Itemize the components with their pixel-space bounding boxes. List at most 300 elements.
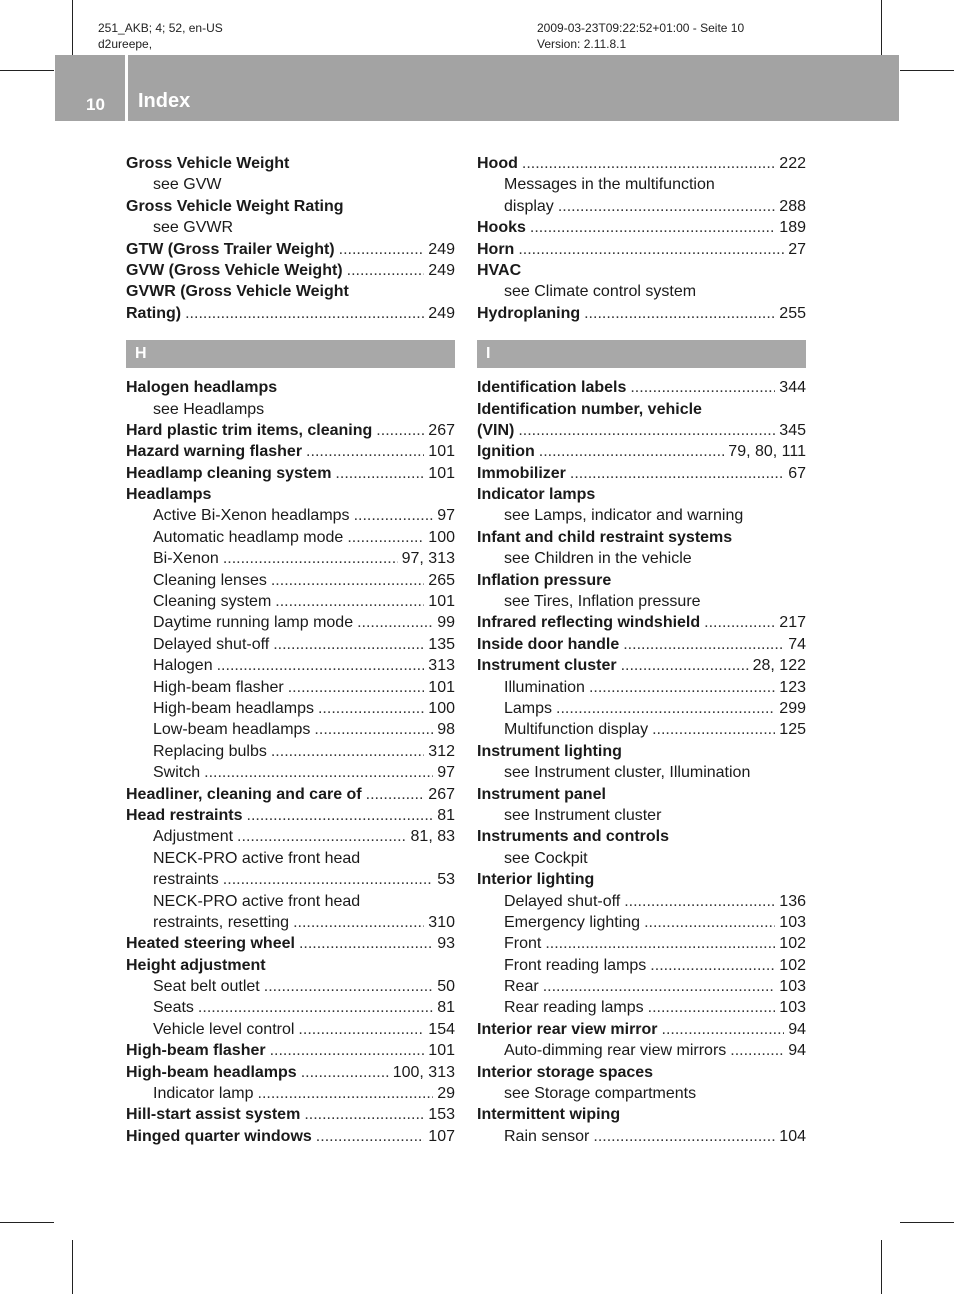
dot-leader xyxy=(730,1040,784,1061)
entry-term: Headlamp cleaning system xyxy=(126,464,332,482)
index-subentry xyxy=(477,505,806,526)
entry-term: Seats xyxy=(153,999,194,1017)
crop-mark xyxy=(881,1240,882,1294)
entry-term: Halogen headlamps xyxy=(126,379,278,397)
entry-term: Halogen xyxy=(153,657,213,675)
index-entry xyxy=(126,281,455,302)
meta-line: 2009-03-23T09:22:52+01:00 - Seite 10 xyxy=(537,21,745,35)
page-ref: 98 xyxy=(437,721,455,739)
index-entry xyxy=(477,441,806,462)
crop-mark xyxy=(881,0,882,56)
index-entry xyxy=(126,153,455,174)
entry-term: Rain sensor xyxy=(504,1127,590,1145)
index-subentry xyxy=(126,719,455,740)
dot-leader xyxy=(530,217,775,238)
page-ref: 103 xyxy=(779,913,806,931)
index-entry xyxy=(477,484,806,505)
dot-leader xyxy=(621,655,749,676)
index-subentry xyxy=(126,1019,455,1040)
entry-term: see Cockpit xyxy=(504,849,588,867)
entry-term: Rear xyxy=(504,978,539,996)
entry-term: see GVW xyxy=(153,176,222,194)
entry-term: Interior storage spaces xyxy=(477,1063,654,1081)
dot-leader xyxy=(204,762,433,783)
entry-term: Instrument cluster xyxy=(477,657,617,675)
index-entry xyxy=(477,655,806,676)
index-entry xyxy=(477,377,806,398)
page-ref: 101 xyxy=(428,464,455,482)
dot-leader xyxy=(556,698,775,719)
index-subentry xyxy=(126,505,455,526)
dot-leader xyxy=(301,1062,389,1083)
index-entry xyxy=(477,153,806,174)
dot-leader xyxy=(539,441,725,462)
index-entry xyxy=(477,420,806,441)
index-entry xyxy=(126,955,455,976)
index-entry xyxy=(477,784,806,805)
section-header: I xyxy=(477,340,806,368)
page-ref: 104 xyxy=(779,1127,806,1145)
dot-leader xyxy=(347,260,425,281)
page-ref: 29 xyxy=(437,1085,455,1103)
index-subentry xyxy=(477,281,806,302)
crop-mark xyxy=(900,70,954,71)
page-ref: 53 xyxy=(437,871,455,889)
entry-term: Heated steering wheel xyxy=(126,935,295,953)
page-ref: 222 xyxy=(779,155,806,172)
entry-term: Emergency lighting xyxy=(504,913,641,931)
entry-term: Cleaning system xyxy=(153,593,272,611)
entry-term: Delayed shut-off xyxy=(504,892,621,910)
index-subentry xyxy=(126,912,455,933)
index-entry xyxy=(477,260,806,281)
entry-term: Indicator lamps xyxy=(477,486,596,504)
entry-term: Headliner, cleaning and care of xyxy=(126,785,362,803)
dot-leader xyxy=(558,196,775,217)
page-ref: 265 xyxy=(428,571,455,589)
entry-term: Messages in the multifunction xyxy=(504,176,715,194)
page-ref: 189 xyxy=(779,219,806,237)
dot-leader xyxy=(314,719,433,740)
index-entry xyxy=(477,1062,806,1083)
index-subentry xyxy=(126,634,455,655)
entry-term: Daytime running lamp mode xyxy=(153,614,354,632)
dot-leader xyxy=(589,677,775,698)
entry-term: Hill-start assist system xyxy=(126,1106,301,1124)
entry-term: NECK-PRO active front head xyxy=(153,849,361,867)
index-entry xyxy=(477,741,806,762)
entry-term: Rating) xyxy=(126,304,182,322)
dot-leader xyxy=(570,463,784,484)
crop-mark xyxy=(0,1222,54,1223)
dot-leader xyxy=(299,933,433,954)
dot-leader xyxy=(258,1083,434,1104)
entry-term: see Headlamps xyxy=(153,400,265,418)
index-subentry xyxy=(477,719,806,740)
index-subentry xyxy=(477,174,806,195)
page-ref: 102 xyxy=(779,956,806,974)
meta-line: 251_AKB; 4; 52, en-US xyxy=(98,21,223,35)
page-number: 10 xyxy=(86,95,105,114)
entry-term: (VIN) xyxy=(477,421,515,439)
page-ref: 217 xyxy=(779,614,806,632)
index-entry xyxy=(477,634,806,655)
crop-mark xyxy=(0,70,54,71)
crop-mark xyxy=(72,1240,73,1294)
entry-term: Identification number, vehicle xyxy=(477,400,702,418)
page-ref: 81 xyxy=(437,999,455,1017)
dot-leader xyxy=(316,1126,425,1147)
page-ref: 312 xyxy=(428,742,455,760)
index-entry xyxy=(126,484,455,505)
index-entry xyxy=(126,260,455,281)
page-ref: 103 xyxy=(779,978,806,996)
entry-term: Inside door handle xyxy=(477,635,620,653)
dot-leader xyxy=(185,303,424,324)
page-ref: 136 xyxy=(779,892,806,910)
index-subentry xyxy=(477,1083,806,1104)
dot-leader xyxy=(298,1019,424,1040)
dot-leader xyxy=(293,912,424,933)
entry-term: Active Bi-Xenon headlamps xyxy=(153,507,350,525)
entry-term: Indicator lamp xyxy=(153,1085,254,1103)
entry-term: Height adjustment xyxy=(126,956,266,974)
index-entry xyxy=(126,196,455,217)
page-ref: 97 xyxy=(437,507,455,525)
page-ref: 94 xyxy=(788,1042,806,1060)
page-ref: 93 xyxy=(437,935,455,953)
dot-leader xyxy=(237,826,406,847)
index-subentry xyxy=(126,591,455,612)
page-ref: 101 xyxy=(428,1042,455,1060)
dot-leader xyxy=(545,933,775,954)
entry-term: High-beam flasher xyxy=(153,678,284,696)
entry-term: Gross Vehicle Weight xyxy=(126,155,290,172)
index-subentry xyxy=(126,612,455,633)
index-entry xyxy=(126,805,455,826)
dot-leader xyxy=(366,784,425,805)
entry-term: Gross Vehicle Weight Rating xyxy=(126,197,344,215)
entry-term: Horn xyxy=(477,240,515,258)
page-ref: 255 xyxy=(779,304,806,322)
entry-term: see Storage compartments xyxy=(504,1085,697,1103)
index-subentry xyxy=(477,548,806,569)
entry-term: Inflation pressure xyxy=(477,571,612,589)
entry-term: Delayed shut-off xyxy=(153,635,270,653)
meta-line: d2ureepe, xyxy=(98,37,153,51)
entry-term: Ignition xyxy=(477,443,535,461)
index-subentry xyxy=(126,891,455,912)
index-column-left xyxy=(126,153,455,1147)
entry-term: Hazard warning flasher xyxy=(126,443,303,461)
dot-leader xyxy=(593,1126,775,1147)
index-subentry xyxy=(126,997,455,1018)
page-ref: 288 xyxy=(779,197,806,215)
index-subentry xyxy=(126,698,455,719)
dot-leader xyxy=(522,153,775,174)
page-ref: 101 xyxy=(428,678,455,696)
entry-term: Low-beam headlamps xyxy=(153,721,311,739)
page-ref: 81, 83 xyxy=(410,828,455,846)
page-ref: 299 xyxy=(779,699,806,717)
index-entry xyxy=(126,1062,455,1083)
page-ref: 97 xyxy=(437,764,455,782)
index-entry xyxy=(477,570,806,591)
crop-mark xyxy=(900,1222,954,1223)
entry-term: Cleaning lenses xyxy=(153,571,267,589)
index-subentry xyxy=(477,1126,806,1147)
page-ref: 249 xyxy=(428,304,455,322)
dot-leader xyxy=(275,591,424,612)
page-ref: 153 xyxy=(428,1106,455,1124)
index-subentry xyxy=(477,912,806,933)
dot-leader xyxy=(704,612,775,633)
index-subentry xyxy=(477,1040,806,1061)
index-entry xyxy=(477,527,806,548)
crop-mark xyxy=(72,0,73,56)
dot-leader xyxy=(306,441,424,462)
page-ref: 81 xyxy=(437,806,455,824)
index-entry xyxy=(126,784,455,805)
entry-term: Rear reading lamps xyxy=(504,999,644,1017)
page-ref: 345 xyxy=(779,421,806,439)
dot-leader xyxy=(304,1104,424,1125)
page-ref: 100 xyxy=(428,528,455,546)
index-entry xyxy=(126,441,455,462)
index-subentry xyxy=(126,677,455,698)
entry-term: Identification labels xyxy=(477,379,627,397)
dot-leader xyxy=(288,677,425,698)
dot-leader xyxy=(652,719,775,740)
dot-leader xyxy=(584,303,775,324)
entry-term: Adjustment xyxy=(153,828,234,846)
header-divider xyxy=(125,55,128,121)
header-band xyxy=(55,55,899,121)
page-ref: 101 xyxy=(428,443,455,461)
index-subentry xyxy=(477,762,806,783)
entry-term: Front reading lamps xyxy=(504,956,647,974)
index-subentry xyxy=(126,655,455,676)
dot-leader xyxy=(223,869,433,890)
index-subentry xyxy=(477,698,806,719)
dot-leader xyxy=(264,976,433,997)
dot-leader xyxy=(624,891,775,912)
entry-term: see Instrument cluster, Illumination xyxy=(504,764,751,782)
entry-term: Replacing bulbs xyxy=(153,742,267,760)
index-subentry xyxy=(477,891,806,912)
entry-term: Interior rear view mirror xyxy=(477,1020,658,1038)
entry-term: Immobilizer xyxy=(477,464,566,482)
index-subentry xyxy=(126,848,455,869)
page-ref: 67 xyxy=(788,464,806,482)
entry-term: Multifunction display xyxy=(504,721,649,739)
page-ref: 123 xyxy=(779,678,806,696)
dot-leader xyxy=(630,377,775,398)
dot-leader xyxy=(648,997,776,1018)
index-entry xyxy=(477,217,806,238)
index-subentry xyxy=(126,217,455,238)
entry-term: see GVWR xyxy=(153,219,234,237)
index-entry xyxy=(477,303,806,324)
index-entry xyxy=(126,303,455,324)
index-entry xyxy=(477,239,806,260)
dot-leader xyxy=(217,655,425,676)
entry-term: High-beam flasher xyxy=(126,1042,266,1060)
page-ref: 94 xyxy=(788,1020,806,1038)
entry-term: HVAC xyxy=(477,261,522,279)
dot-leader xyxy=(270,1040,425,1061)
index-subentry xyxy=(477,997,806,1018)
page-ref: 154 xyxy=(428,1020,455,1038)
dot-leader xyxy=(354,505,434,526)
page-ref: 310 xyxy=(428,913,455,931)
entry-term: NECK-PRO active front head xyxy=(153,892,361,910)
entry-term: Front xyxy=(504,935,542,953)
page-ref: 79, 80, 111 xyxy=(728,443,806,461)
page-ref: 74 xyxy=(788,635,806,653)
index-subentry xyxy=(126,869,455,890)
index-subentry xyxy=(126,570,455,591)
entry-term: see Children in the vehicle xyxy=(504,550,692,568)
entry-term: GVWR (Gross Vehicle Weight xyxy=(126,283,349,301)
index-subentry xyxy=(477,955,806,976)
index-column-right xyxy=(477,153,806,1147)
index-entry xyxy=(126,239,455,260)
index-entry xyxy=(477,612,806,633)
entry-term: Hood xyxy=(477,155,518,172)
entry-term: GTW (Gross Trailer Weight) xyxy=(126,240,335,258)
entry-term: Headlamps xyxy=(126,486,212,504)
page-ref: 313 xyxy=(428,657,455,675)
index-subentry xyxy=(126,826,455,847)
index-entry xyxy=(126,420,455,441)
index-entry xyxy=(477,1104,806,1125)
print-meta-right xyxy=(537,20,744,52)
page-ref: 97, 313 xyxy=(401,550,455,568)
entry-term: Auto-dimming rear view mirrors xyxy=(504,1042,727,1060)
index-subentry xyxy=(477,933,806,954)
dot-leader xyxy=(335,463,424,484)
entry-term: GVW (Gross Vehicle Weight) xyxy=(126,261,343,279)
index-subentry xyxy=(477,805,806,826)
page-ref: 125 xyxy=(779,721,806,739)
entry-term: Hooks xyxy=(477,219,526,237)
page-ref: 100 xyxy=(428,699,455,717)
entry-term: Switch xyxy=(153,764,201,782)
index-entry xyxy=(477,826,806,847)
page-title: Index xyxy=(138,90,191,112)
index-subentry xyxy=(477,848,806,869)
index-entry xyxy=(477,869,806,890)
entry-term: Lamps xyxy=(504,699,553,717)
index-entry xyxy=(126,1104,455,1125)
dot-leader xyxy=(247,805,434,826)
page-ref: 99 xyxy=(437,614,455,632)
index-subentry xyxy=(126,741,455,762)
page-ref: 27 xyxy=(788,240,806,258)
index-subentry xyxy=(477,976,806,997)
page-ref: 135 xyxy=(428,635,455,653)
entry-term: Head restraints xyxy=(126,806,243,824)
entry-term: see Lamps, indicator and warning xyxy=(504,507,744,525)
entry-term: Hard plastic trim items, cleaning xyxy=(126,421,373,439)
index-subentry xyxy=(126,399,455,420)
page-ref: 101 xyxy=(428,593,455,611)
section-header: H xyxy=(126,340,455,368)
dot-leader xyxy=(623,634,784,655)
entry-term: see Climate control system xyxy=(504,283,697,301)
index-entry xyxy=(477,399,806,420)
index-entry xyxy=(126,463,455,484)
entry-term: High-beam headlamps xyxy=(126,1063,297,1081)
index-subentry xyxy=(126,527,455,548)
print-meta-left xyxy=(98,20,223,52)
entry-term: Interior lighting xyxy=(477,871,595,889)
entry-term: Automatic headlamp mode xyxy=(153,528,344,546)
page-ref: 344 xyxy=(779,379,806,397)
dot-leader xyxy=(650,955,775,976)
dot-leader xyxy=(644,912,775,933)
dot-leader xyxy=(273,634,424,655)
dot-leader xyxy=(198,997,433,1018)
entry-term: Intermittent wiping xyxy=(477,1106,621,1124)
page-ref: 267 xyxy=(428,785,455,803)
page-ref: 107 xyxy=(428,1127,455,1145)
dot-leader xyxy=(357,612,433,633)
page-ref: 249 xyxy=(428,261,455,279)
meta-line: Version: 2.11.8.1 xyxy=(537,37,627,51)
entry-term: Vehicle level control xyxy=(153,1020,295,1038)
dot-leader xyxy=(518,239,784,260)
page-ref: 28, 122 xyxy=(752,657,806,675)
index-subentry xyxy=(126,976,455,997)
entry-term: Infrared reflecting windshield xyxy=(477,614,701,632)
entry-term: see Tires, Inflation pressure xyxy=(504,593,701,611)
page-ref: 102 xyxy=(779,935,806,953)
index-subentry xyxy=(126,548,455,569)
entry-term: restraints xyxy=(153,871,219,889)
dot-leader xyxy=(223,548,398,569)
index-subentry xyxy=(477,677,806,698)
index-entry xyxy=(126,933,455,954)
dot-leader xyxy=(543,976,776,997)
entry-term: Infant and child restraint systems xyxy=(477,528,733,546)
index-subentry xyxy=(126,1083,455,1104)
entry-term: Bi-Xenon xyxy=(153,550,219,568)
dot-leader xyxy=(662,1019,785,1040)
entry-term: restraints, resetting xyxy=(153,913,290,931)
index-entry xyxy=(126,377,455,398)
index-entry xyxy=(126,1126,455,1147)
dot-leader xyxy=(271,741,424,762)
page-ref: 103 xyxy=(779,999,806,1017)
entry-term: Seat belt outlet xyxy=(153,978,260,996)
index-entry xyxy=(126,1040,455,1061)
page-ref: 100, 313 xyxy=(392,1063,455,1081)
entry-term: see Instrument cluster xyxy=(504,806,662,824)
dot-leader xyxy=(376,420,424,441)
page-ref: 267 xyxy=(428,421,455,439)
dot-leader xyxy=(271,570,424,591)
dot-leader xyxy=(339,239,425,260)
entry-term: Instrument panel xyxy=(477,785,606,803)
index-subentry xyxy=(126,762,455,783)
entry-term: Illumination xyxy=(504,678,585,696)
entry-term: display xyxy=(504,197,554,215)
index-entry xyxy=(477,463,806,484)
index-subentry xyxy=(477,591,806,612)
entry-term: High-beam headlamps xyxy=(153,699,314,717)
